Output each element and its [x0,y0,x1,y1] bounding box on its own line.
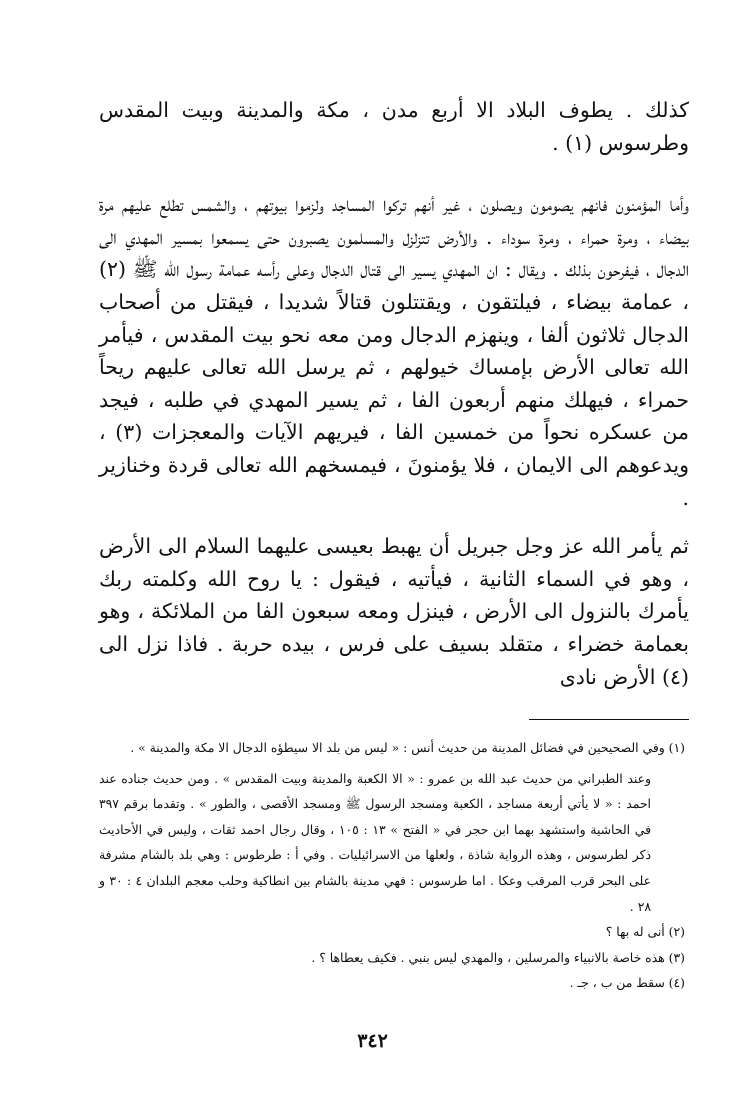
footnote-4: (٤) سقط من ب ، جـ . [569,975,685,991]
footnote-divider [529,719,689,720]
footnote-3: (٣) هذه خاصة بالانبياء والمرسلين ، والمهدي ليس بنبي . فكيف يعطاها ؟ . [311,949,685,965]
main-text [99,94,689,693]
footnote-2: (٢) أنى له بها ؟ [605,924,685,940]
paragraph-2: وأما المؤمنون فانهم يصومون ويصلون ، غير أنهم تركوا المساجد ولزموا بيوتهم ، والشمس تطلع عليهم مرة بيضاء ، ومرة حمراء ، ومرة سوداء . والأرض تتزلزل والمسلمون يصبرون حتى يسمعوا بمسير المهدي الى الدجال ، فيفرحون بذلك . ويقال : ان المهدي يسير الى قتال الدجال وعلى رأسه عمامة رسول الله ﷺ (٢) ، عمامة بيضاء ، فيلتقون ، ويقتتلون قتالاً شديدا ، فيقتل من أصحاب الدجال ثلاثون ألفا ، وينهزم الدجال ومن معه نحو بيت المقدس ، فيأمر الله تعالى الأرض بإمساك خيولهم ، ثم يرسل الله تعالى عليهم ريحاً حمراء ، فيهلك منهم أربعون الفا ، ثم يسير المهدي في طلبه ، فيجد من عسكره نحواً من خمسين الفا ، فيريهم الآيات والمعجزات (٣) ، ويدعوهم الى الايمان ، فلا يؤمنونَ ، فيمسخهم الله تعالى قردة وخنازير . [99,192,689,510]
footnotes [99,735,685,996]
paragraph-1: كذلك . يطوف البلاد الا أربع مدن ، مكة والمدينة وبيت المقدس وطرسوس (١) . [99,98,689,155]
footnote-1-continuation: وعند الطبراني من حديث عبد الله بن عمرو : « الا الكعبة والمدينة وبيت المقدس » . ومن حديث جناده عند احمد : « لا يأتي أربعة مساجد ، الكعبة ومسجد الرسول ﷺ ومسجد الأقصى ، والطور » . وتقدما برقم ٣٩٧ في الحاشية واستشهد بهما ابن حجر في « الفتح » ١٣ : ١٠٥ ، وقال رجال احمد ثقات ، وليس في الأحاديث ذكر لطرسوس ، وهذه الرواية شاذة ، ولعلها من الاسرائيليات . وفي أ : طرطوس : وهي بلد بالشام مشرفة على البحر قرب المرقب وعكا . اما طرسوس : فهي مدينة بالشام بين انطاكية وحلب معجم البلدان ٤ : ٣٠ و ٢٨ . [99,770,651,914]
page-number: ٣٤٢ [357,1030,388,1052]
footnote-1: (١) وفي الصحيحين في فضائل المدينة من حديث أنس : « ليس من بلد الا سيطؤه الدجال الا مكة والمدينة » . [130,740,685,755]
paragraph-3: ثم يأمر الله عز وجل جبريل أن يهبط بعيسى عليهما السلام الى الأرض ، وهو في السماء الثانية ، فيأتيه ، فيقول : يا روح الله وكلمته ربك يأمرك بالنزول الى الأرض ، فينزل ومعه سبعون الفا من الملائكة ، وهو بعمامة خضراء ، متقلد بسيف على فرس ، بيده حربة . فاذا نزل الى (٤) الأرض نادى [99,534,689,689]
